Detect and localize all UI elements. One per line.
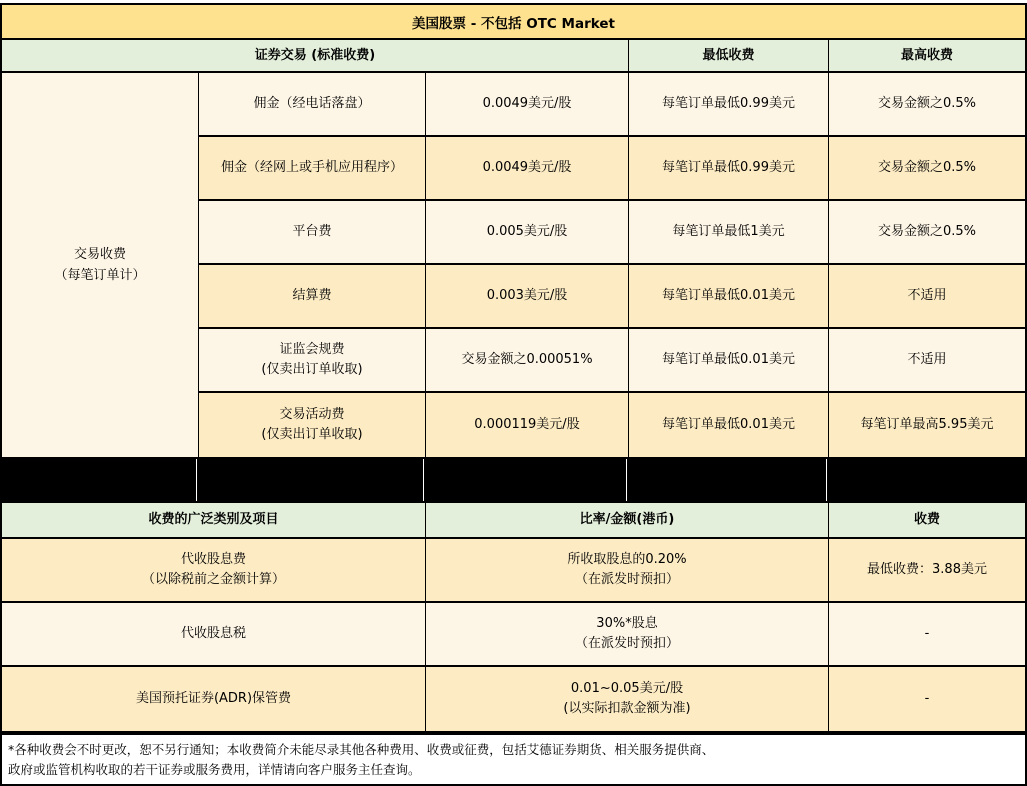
footnote-line2: 政府或监管机构收取的若干证券或服务费用，详情请向客户服务主任查询。 [8,761,421,777]
fee-rate-line2: （在派发时预扣） [574,572,679,587]
table-row [2,667,1025,731]
band-segment [827,459,1027,501]
us-stock-fee-table [0,3,1027,459]
table1-rows [199,73,1025,457]
fee-name-cell [2,539,426,601]
fee-rate-cell: 0.000119美元/股 [426,393,629,457]
fee-name-line1: 美国预托证券(ADR)保管费 [135,691,292,706]
fee-name-line1: 佣金（经网上或手机应用程序） [220,160,403,175]
band-segment [627,459,827,501]
table-row [199,201,1025,265]
fee-min-cell: 每笔订单最低1美元 [629,201,829,263]
fee-rate-line1: 0.01~0.05美元/股 [570,681,684,696]
fee-rate-cell: 0.003美元/股 [426,265,629,327]
fee-max-cell: 每笔订单最高5.95美元 [829,393,1025,457]
fee-max-cell: 不适用 [829,265,1025,327]
fee-name-cell [199,201,426,263]
table-row [199,393,1025,457]
fee-name-cell [2,667,426,731]
table-row [2,539,1025,603]
table-row [199,73,1025,137]
fee-name-line1: 平台费 [292,224,332,239]
fee-name-line1: 交易活动费 [279,407,345,422]
header-rate-amount: 比率/金额(港币) [426,503,829,537]
fee-name-line2: (仅卖出订单收取) [261,362,363,377]
footnote [0,733,1027,786]
fee-max-cell: 不适用 [829,329,1025,391]
table-row [199,265,1025,329]
header-trade: 证券交易 (标准收费) [2,40,629,71]
fee-rate-line1: 所收取股息的0.20% [567,552,687,567]
fee-rate-cell: 交易金额之0.00051% [426,329,629,391]
header-fee-category: 收费的广泛类别及项目 [2,503,426,537]
category-line2: （每笔订单计） [54,268,146,283]
fee-min-cell: 每笔订单最低0.99美元 [629,137,829,199]
fee-max-cell: 交易金额之0.5% [829,73,1025,135]
band-segment [424,459,627,501]
table-row [199,137,1025,201]
fee-name-cell [199,265,426,327]
fee-name-cell [2,603,426,665]
fee-rate-line2: （在派发时预扣） [574,636,679,651]
fee-name-cell [199,393,426,457]
table-row [2,603,1025,667]
footnote-line1: *各种收费会不时更改，恕不另行通知；本收费简介未能尽录其他各种费用、收费或征费，包括艾德证券期货、相关服务提供商、 [8,741,715,757]
fee-amount-cell: - [829,603,1025,665]
fee-rate-cell: 0.0049美元/股 [426,73,629,135]
table-title: 美国股票 - 不包括 OTC Market [2,5,1025,40]
fee-max-cell: 交易金额之0.5% [829,201,1025,263]
category-cell-trading-fees [2,73,199,457]
fee-min-cell: 每笔订单最低0.01美元 [629,393,829,457]
fee-rate-line2: (以实际扣款金额为准) [563,701,691,716]
fee-min-cell: 每笔订单最低0.01美元 [629,329,829,391]
fee-amount-cell: - [829,667,1025,731]
fee-name-line1: 结算费 [292,288,332,303]
fee-name-cell [199,73,426,135]
fee-name-line1: 证监会规费 [279,342,345,357]
header-fee: 收费 [829,503,1025,537]
table2-header-row [2,503,1025,539]
fee-name-cell [199,137,426,199]
fee-rate-cell [426,603,829,665]
fee-name-line1: 佣金（经电话落盘） [253,96,371,111]
fee-min-cell: 每笔订单最低0.01美元 [629,265,829,327]
black-divider-band [0,459,1027,501]
table-row [199,329,1025,393]
fee-name-line1: 代收股息费 [180,552,246,567]
fee-rate-cell: 0.0049美元/股 [426,137,629,199]
fee-name-line2: （以除税前之金额计算） [141,572,285,587]
category-line1: 交易收费 [73,247,126,262]
fee-rate-line1: 30%*股息 [596,616,658,631]
header-max-fee: 最高收费 [829,40,1025,71]
fee-name-line2: (仅卖出订单收取) [261,427,363,442]
fee-rate-cell [426,539,829,601]
fee-min-cell: 每笔订单最低0.99美元 [629,73,829,135]
table1-body [2,73,1025,457]
table1-header-row [2,40,1025,73]
header-min-fee: 最低收费 [629,40,829,71]
other-fees-table [0,501,1027,733]
fee-rate-cell [426,667,829,731]
fee-amount-cell: 最低收费：3.88美元 [829,539,1025,601]
band-segment [0,459,197,501]
fee-rate-cell: 0.005美元/股 [426,201,629,263]
band-segment [197,459,424,501]
fee-name-cell [199,329,426,391]
fee-name-line1: 代收股息税 [180,626,246,641]
fee-max-cell: 交易金额之0.5% [829,137,1025,199]
